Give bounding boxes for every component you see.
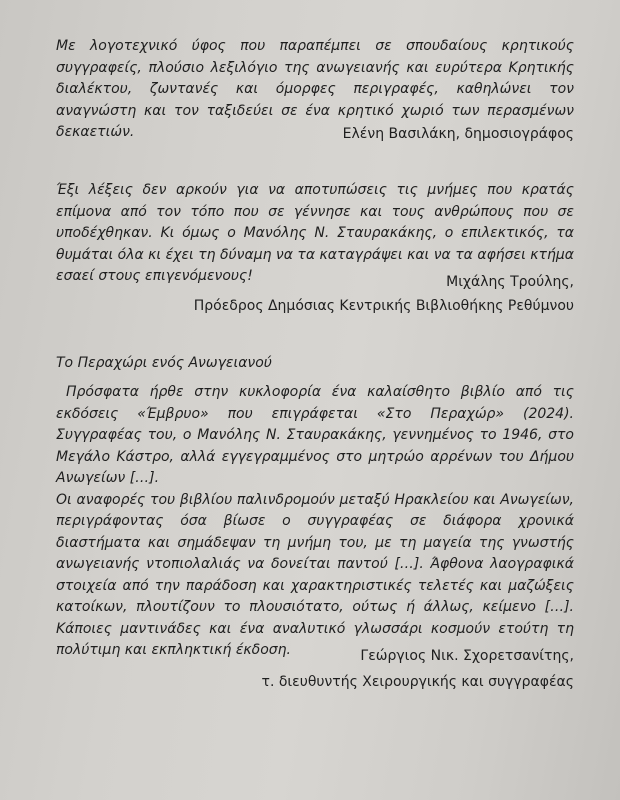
review-author-name: Γεώργιος Νικ. Σχορετσανίτης, <box>360 648 574 664</box>
review-paragraph-2: Οι αναφορές του βιβλίου παλινδρομούν μεταξύ Ηρακλείου και Ανωγείων, περιγράφοντας όσα βίωσε ο συγγραφέας σε διάφορα χρονικά διαστήματα και σημάδεψαν τη μνήμη του, με τη μαγεία της γνωστής ανωγειανής ντοπιολαλιάς να δονείται παντού […]. Άφθονα λαογραφικά στοιχεία από την παράδοση και χαρακτηριστικές τελετές και μαζώξεις κατοίκων, πλουτίζουν το πλουσιότατο, ούτως ή άλλως, κείμενο […]. Κάποιες μαντινάδες και ένα αναλυτικό γλωσσάρι κοσμούν ετούτη τη πολύτιμη και εκπληκτική έκδοση. <box>56 491 574 658</box>
quote-author-troulis-title: Πρόεδρος Δημόσιας Κεντρικής Βιβλιοθήκης Ρεθύμνου <box>193 298 574 314</box>
review-body <box>56 382 574 662</box>
quote-author-troulis-name: Μιχάλης Τρούλης, <box>446 274 574 290</box>
quote-author-vasilaki: Ελένη Βασιλάκη, δημοσιογράφος <box>342 126 574 142</box>
quote-michalis-troulis: Έξι λέξεις δεν αρκούν για να αποτυπώσεις τις μνήμες που κρατάς επίμονα από τον τόπο που σε γέννησε και τους ανθρώπους που σε υποδέχθηκαν. Κι όμως ο Μανόλης Ν. Σταυρακάκης, ο επιλεκτικός, τα θυμάται όλα κι έχει τη δύναμη να τα καταγράψει και να τα αφήσει κτήμα εσαεί στους επιγενόμενους! <box>56 182 574 284</box>
quote-ellini-vasilaki: Με λογοτεχνικό ύφος που παραπέμπει σε σπουδαίους κρητικούς συγγραφείς, πλούσιο λεξιλόγιο της ανωγειανής και ευρύτερα Κρητικής διαλέκτου, ζωντανές και όμορφες περιγραφές, καθηλώνει τον αναγνώστη και τον ταξιδεύει σε ένα κρητικό χωριό των περασμένων δεκαετιών. <box>56 38 574 140</box>
review-title: Το Περαχώρι ενός Ανωγειανού <box>56 355 272 371</box>
review-author-title: τ. διευθυντής Χειρουργικής και συγγραφέας <box>261 674 574 690</box>
review-paragraph-1: Πρόσφατα ήρθε στην κυκλοφορία ένα καλαίσθητο βιβλίο από τις εκδόσεις «Έμβρυο» που επιγράφεται «Στο Περαχώρ» (2024). Συγγραφέας του, ο Μανόλης Ν. Σταυρακάκης, γεννημένος το 1946, στο Μεγάλο Κάστρο, αλλά εγγεγραμμένος στο μητρώο αρρένων του Δήμου Ανωγείων […]. <box>56 384 574 486</box>
